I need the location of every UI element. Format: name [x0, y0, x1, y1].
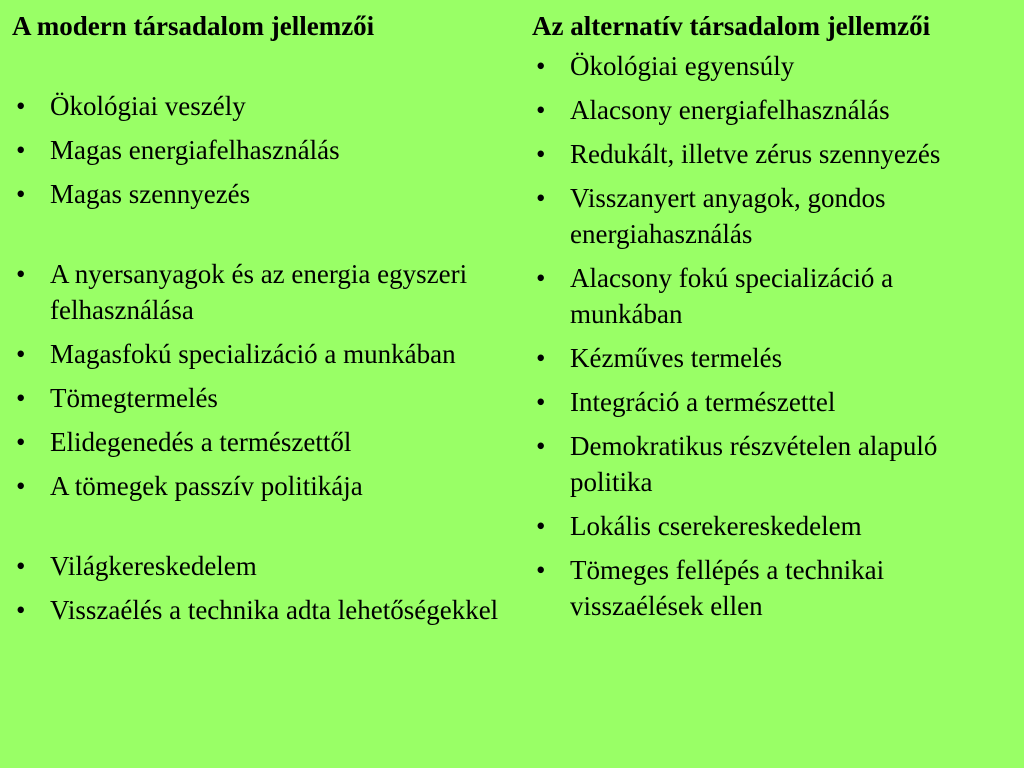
list-item: • A tömegek passzív politikája	[12, 468, 512, 504]
list-item: • Kézműves termelés	[532, 340, 1012, 376]
bullet-icon: •	[16, 383, 26, 413]
list-item: • Magas energiafelhasználás	[12, 132, 512, 168]
bullet-icon: •	[536, 387, 546, 417]
bullet-icon: •	[536, 263, 546, 293]
bullet-icon: •	[16, 135, 26, 165]
list-item: • Tömeges fellépés a technikai visszaélések ellen	[532, 552, 1012, 624]
bullet-icon: •	[536, 343, 546, 373]
list-item: • Redukált, illetve zérus szennyezés	[532, 136, 1012, 172]
modern-list-group-1	[12, 88, 512, 212]
bullet-icon: •	[536, 431, 546, 461]
list-item: • Magas szennyezés	[12, 176, 512, 212]
bullet-icon: •	[536, 183, 546, 213]
bullet-icon: •	[536, 511, 546, 541]
bullet-icon: •	[16, 259, 26, 289]
list-item: • Világkereskedelem	[12, 548, 512, 584]
list-item: • Alacsony fokú specializáció a munkában	[532, 260, 1012, 332]
list-item: • Lokális cserekereskedelem	[532, 508, 1012, 544]
modern-society-column	[12, 8, 512, 636]
list-item: • Demokratikus részvételen alapuló politika	[532, 428, 1012, 500]
list-item: • Visszanyert anyagok, gondos energiahasználás	[532, 180, 1012, 252]
list-item: • A nyersanyagok és az energia egyszeri felhasználása	[12, 256, 512, 328]
group-spacer	[12, 220, 512, 256]
bullet-icon: •	[536, 95, 546, 125]
bullet-icon: •	[16, 427, 26, 457]
list-item: • Ökológiai veszély	[12, 88, 512, 124]
list-item: • Visszaélés a technika adta lehetőségekkel	[12, 592, 512, 628]
bullet-icon: •	[16, 339, 26, 369]
bullet-icon: •	[16, 179, 26, 209]
bullet-icon: •	[16, 91, 26, 121]
modern-society-heading: A modern társadalom jellemzői	[12, 11, 375, 41]
list-item: • Elidegenedés a természettől	[12, 424, 512, 460]
modern-list-group-3	[12, 548, 512, 628]
bullet-icon: •	[536, 51, 546, 81]
bullet-icon: •	[16, 595, 26, 625]
list-item: • Alacsony energiafelhasználás	[532, 92, 1012, 128]
bullet-icon: •	[16, 551, 26, 581]
list-item: • Ökológiai egyensúly	[532, 48, 1012, 84]
group-spacer	[12, 512, 512, 548]
bullet-icon: •	[536, 555, 546, 585]
bullet-icon: •	[16, 471, 26, 501]
alternative-society-column	[532, 8, 1012, 632]
list-item: • Integráció a természettel	[532, 384, 1012, 420]
list-item: • Tömegtermelés	[12, 380, 512, 416]
alternative-list	[532, 48, 1012, 624]
modern-list-group-2	[12, 256, 512, 504]
alternative-society-heading: Az alternatív társadalom jellemzői	[532, 11, 931, 41]
bullet-icon: •	[536, 139, 546, 169]
list-item: • Magasfokú specializáció a munkában	[12, 336, 512, 372]
